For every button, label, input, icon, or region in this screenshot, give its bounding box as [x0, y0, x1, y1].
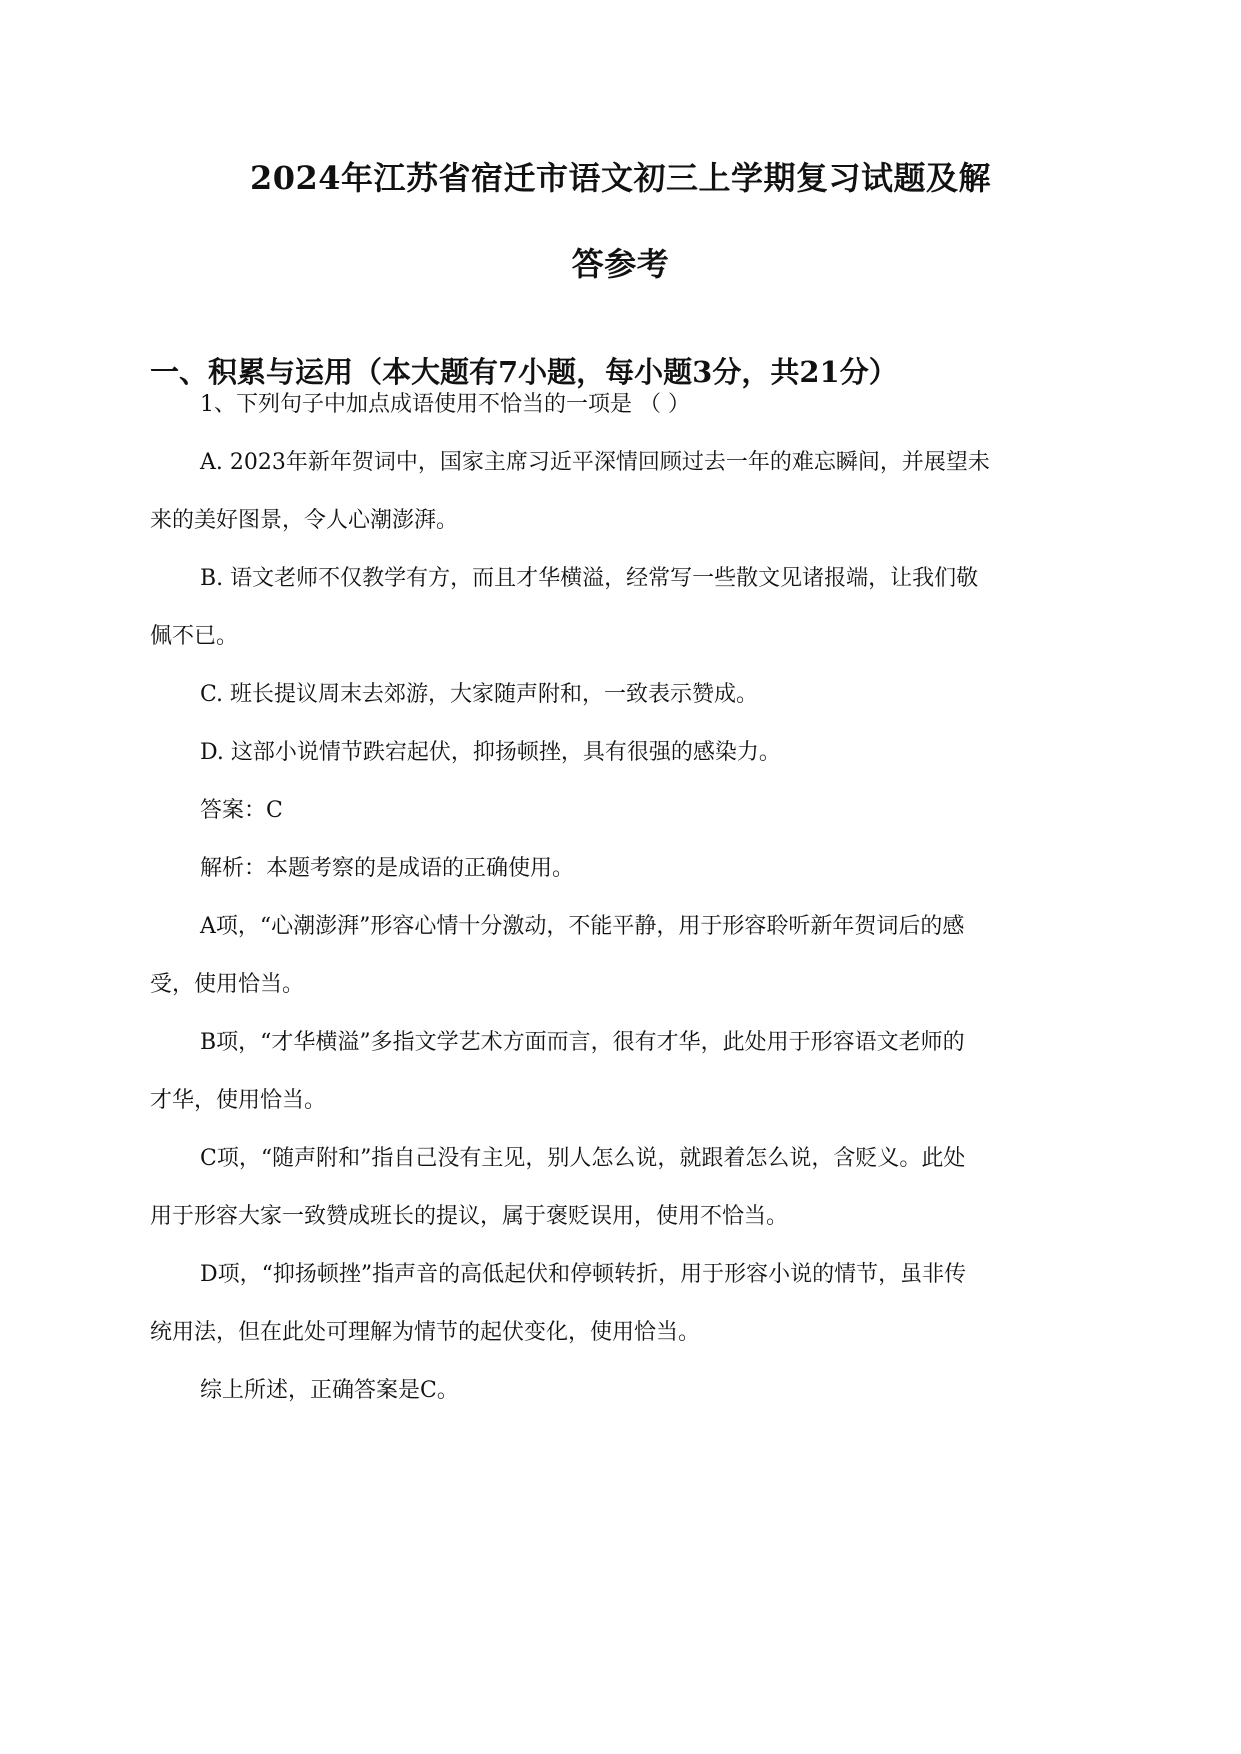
answer: 答案：C — [200, 798, 283, 823]
analysis-c-line-1: C项，“随声附和”指自己没有主见，别人怎么说，就跟着怎么说，含贬义。此处 — [200, 1146, 966, 1171]
analysis-d-line-2: 统用法，但在此处可理解为情节的起伏变化，使用恰当。 — [150, 1320, 701, 1345]
option-b-line-2: 佩不已。 — [150, 624, 239, 649]
analysis-a-line-1: A项，“心潮澎湃”形容心情十分激动，不能平静，用于形容聆听新年贺词后的感 — [200, 914, 965, 939]
option-a-line-1: A. 2023年新年贺词中，国家主席习近平深情回顾过去一年的难忘瞬间，并展望未 — [200, 450, 990, 475]
analysis-b-line-1: B项，“才华横溢”多指文学艺术方面而言，很有才华，此处用于形容语文老师的 — [200, 1030, 965, 1055]
section-heading: 一、积累与运用（本大题有7小题，每小题3分，共21分） — [150, 355, 898, 389]
option-c: C. 班长提议周末去郊游，大家随声附和，一致表示赞成。 — [200, 682, 759, 707]
option-d: D. 这部小说情节跌宕起伏，抑扬顿挫，具有很强的感染力。 — [200, 740, 781, 765]
analysis-c-line-2: 用于形容大家一致赞成班长的提议，属于褒贬误用，使用不恰当。 — [150, 1204, 789, 1229]
conclusion: 综上所述，正确答案是C。 — [200, 1378, 459, 1403]
document-title-line-2: 答参考 — [571, 245, 670, 283]
analysis-a-line-2: 受，使用恰当。 — [150, 972, 305, 997]
analysis-intro: 解析：本题考察的是成语的正确使用。 — [200, 856, 575, 881]
analysis-d-line-1: D项，“抑扬顿挫”指声音的高低起伏和停顿转折，用于形容小说的情节，虽非传 — [200, 1262, 967, 1287]
analysis-b-line-2: 才华，使用恰当。 — [150, 1088, 327, 1113]
option-b-line-1: B. 语文老师不仅教学有方，而且才华横溢，经常写一些散文见诸报端，让我们敬 — [200, 566, 979, 591]
option-a-line-2: 来的美好图景，令人心潮澎湃。 — [150, 508, 459, 533]
question-stem: 1、下列句子中加点成语使用不恰当的一项是 （ ） — [200, 392, 690, 417]
document-title-line-1: 2024年江苏省宿迁市语文初三上学期复习试题及解 — [249, 159, 992, 197]
